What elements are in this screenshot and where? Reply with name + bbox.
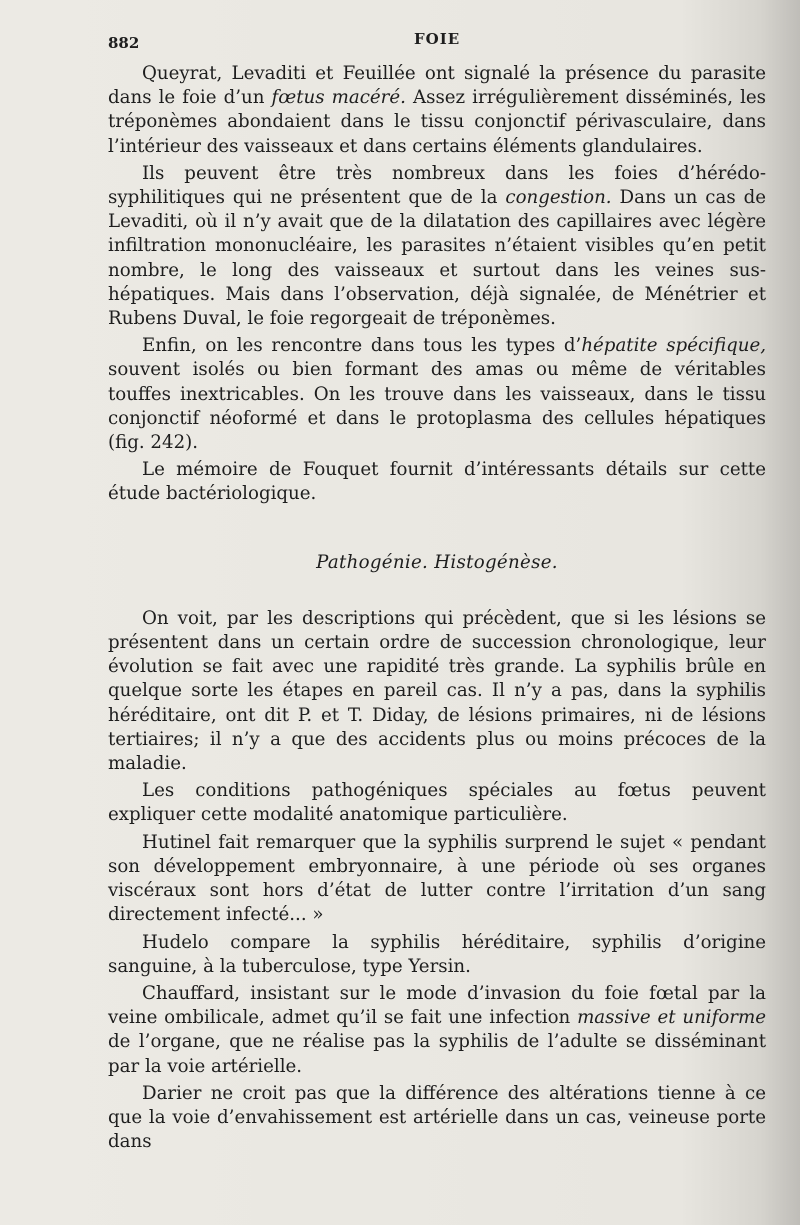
- paragraph: [108, 831, 766, 928]
- text-run: Hudelo compare la syphilis héréditaire, syphilis d’origine sanguine, à la tuberculose, type Yersin.: [108, 931, 766, 977]
- page-number: 882: [108, 34, 140, 52]
- page-header: [108, 30, 760, 54]
- paragraph: [108, 1082, 766, 1155]
- italic-text: massive et uniforme: [577, 1007, 766, 1029]
- text-run: Chauffard, insistant sur le mode d’invasion du foie fœtal par la veine ombilicale, admet qu’il se fait une infection: [108, 982, 766, 1029]
- text-run: de l’organe, que ne réalise pas la syphilis de l’adulte se disséminant par la voie artérielle.: [108, 1031, 766, 1077]
- italic-text: fœtus macéré.: [271, 87, 406, 109]
- text-run: Darier ne croit pas que la différence des altérations tienne à ce que la voie d’envahissement est artérielle dans un cas, veineuse porte dans: [108, 1082, 766, 1153]
- text-run: Assez irrégulièrement disséminés, les tréponèmes abondaient dans le tissu conjonctif périvasculaire, dans l’intérieur des vaisseaux et dans certains éléments glandulaires.: [108, 87, 766, 157]
- body-text: [108, 62, 766, 1157]
- text-run: souvent isolés ou bien formant des amas ou même de véritables touffes inextricables. On les trouve dans les vaisseaux, dans le tissu conjonctif néoformé et dans le protoplasma des cellules hépatiques (fig. 242).: [108, 359, 766, 454]
- text-run: Les conditions pathogéniques spéciales au fœtus peuvent expliquer cette modalité anatomique particulière.: [108, 780, 766, 826]
- running-title: FOIE: [414, 30, 461, 48]
- italic-text: hépatite spécifique,: [581, 335, 766, 357]
- paragraph: [108, 162, 766, 331]
- text-run: Dans un cas de Levaditi, où il n’y avait que de la dilatation des capillaires avec légère infiltration mononucléaire, les parasites n’étaient visibles qu’en petit nombre, le long des vaisseaux et surtout dans les veines sus-hépatiques. Mais dans l’observation, déjà signalée, de Ménétrier et Rubens Duval, le foie regorgeait de tréponèmes.: [108, 187, 766, 330]
- text-run: Le mémoire de Fouquet fournit d’intéressants détails sur cette étude bactériologique.: [108, 459, 766, 505]
- paragraph: [108, 458, 766, 506]
- paragraph: [108, 931, 766, 979]
- italic-text: congestion.: [505, 187, 612, 209]
- text-run: Ils peuvent être très nombreux dans les foies d’hérédo-syphilitiques qui ne présentent que de la: [108, 162, 766, 209]
- section-title: Pathogénie. Histogénèse.: [316, 551, 558, 573]
- text-run: On voit, par les descriptions qui précèdent, que si les lésions se présentent dans un certain ordre de succession chronologique, leur évolution se fait avec une rapidité très grande. La syphilis brûle en quelque sorte les étapes en pareil cas. Il n’y a pas, dans la syphilis héréditaire, ont dit P. et T. Diday, de lésions primaires, ni de lésions tertiaires; il n’y a que des accidents plus ou moins précoces de la maladie.: [108, 607, 766, 775]
- paragraph: [108, 779, 766, 827]
- paragraphs-after-section: [108, 607, 766, 1154]
- paragraph: [108, 607, 766, 776]
- text-run: Enfin, on les rencontre dans tous les types d’: [142, 335, 582, 357]
- paragraph: [108, 982, 766, 1079]
- paragraphs-before-section: [108, 62, 766, 507]
- paragraph: [108, 62, 766, 159]
- text-run: Queyrat, Levaditi et Feuillée ont signalé la présence du parasite dans le foie d’un: [108, 63, 766, 109]
- paragraph: [108, 334, 766, 455]
- text-run: Hutinel fait remarquer que la syphilis surprend le sujet « pendant son développement embryonnaire, à une période où ses organes viscéraux sont hors d’état de lutter contre l’irritation d’un sang directement infecté... »: [108, 831, 766, 926]
